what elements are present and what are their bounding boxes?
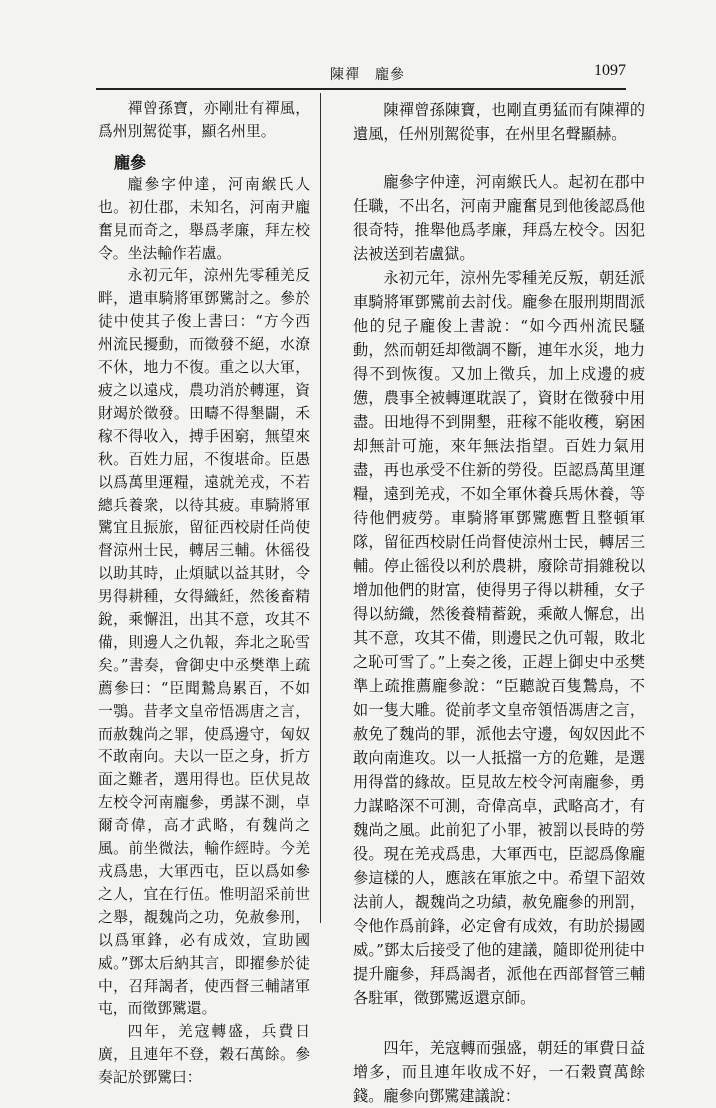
page-number: 1097 <box>594 62 626 79</box>
translation-yongchu-memorial: 永初元年，涼州先零種羌反叛，朝廷派車騎將軍鄧騭前去討伐。龐參在服刑期間派他的兒子龐俊上書說：“如今西州流民騷動，然而朝廷却徵調不斷，連年水災，地力得不到恢復。又加上徵兵，加上戍邊的疲憊，農事全被轉運耽誤了，資財在徵發中用盡。田地得不到開墾，莊稼不能收穫，窮困却無計可施，來年無法指望。百姓力氣用盡，再也承受不住新的勞役。臣認爲萬里運糧，遠到羌戎，不如全軍休養兵馬休養，等待他們疲勞。車騎將軍鄧騭應暫且整頓軍隊，留征西校尉任尚督使涼州士民，轉居三輔。停止徭役以利於農耕，廢除苛捐雜稅以增加他們的財富，使得男子得以耕種，女子得以紡織，然後養精蓄銳，乘敵人懈怠，出其不意，攻其不備，則邊民之仇可報，敗北之恥可雪了。”上奏之後，正趕上御史中丞樊準上疏推薦龐參說：“臣聽說百隻鷙鳥，不如一隻大雕。從前孝文皇帝領悟馮唐之言，赦免了魏尚的罪，派他去守邊，匈奴因此不敢向南進攻。以一人抵擋一方的危難，是選用得當的緣故。臣見故左校令河南龐參，勇力謀略深不可測，奇偉高卓，武略高才，有魏尚之風。此前犯了小罪，被罰以長時的勞役。現在羌戎爲患，大軍西屯，臣認爲像龐參這樣的人，應該在軍旅之中。希望下詔效法前人，覩魏尚之功績，赦免龐參的刑罰，令他作爲前鋒，必定會有成效，有助於揚國威。”鄧太后接受了他的建議，隨即從刑徒中提升龐參，拜爲謁者，派他在西部督管三輔各駐軍，徵鄧騭返還京師。 <box>353 269 645 1007</box>
paragraph-chen-bao: 禪曾孫寶，亦剛壯有禪風，爲州別駕從事，顯名州里。 <box>98 100 310 140</box>
paragraph-pang-can-intro: 龐參字仲達，河南緱氏人也。初仕郡，未知名，河南尹龐奮見而奇之，舉爲孝廉，拜左校令。坐法輸作若盧。 <box>98 175 310 262</box>
section-heading: 龐參 <box>114 152 147 172</box>
paragraph-fourth-year: 四年，羌寇轉盛，兵費日廣，且連年不登，穀石萬餘。參奏記於鄧騭曰： <box>98 1023 310 1087</box>
paragraph-yongchu-memorial: 永初元年，涼州先零種羌反畔，遣車騎將軍鄧騭討之。參於徒中使其子俊上書曰：“方今西州流民擾動，而徵發不絕，水潦不休，地力不復。重之以大軍，疲之以遠戍，農功消於轉運，資財竭於徵發。田疇不得墾闢，禾稼不得收入，搏手困窮，無望來秋。百姓力屈，不復堪命。臣愚以爲萬里運糧，遠就羌戎，不若總兵養衆，以待其疲。車騎將軍騭宜且振旅，留征西校尉任尚使督涼州士民，轉居三輔。休徭役以助其時，止煩賦以益其財，令男得耕種，女得織紝，然後畜精銳，乘懈沮，出其不意，攻其不備，則邊人之仇報，奔北之恥雪矣。”書奏，會御史中丞樊準上疏薦參曰：“臣聞鷙鳥累百，不如一鶚。昔孝文皇帝悟馮唐之言，而赦魏尚之罪，使爲邊守，匈奴不敢南向。夫以一臣之身，折方面之難者，選用得也。臣伏見故左校令河南龐參，勇謀不測，卓爾奇偉，高才武略，有魏尚之風。前坐微法，輸作經時。今羌戎爲患，大軍西屯，臣以爲如參之人，宜在行伍。惟明詔采前世之舉，覩魏尚之功，免赦參刑，以爲軍鋒，必有成效，宣助國威。”鄧太后納其言，即擢參於徒中，召拜謁者，使西督三輔諸軍屯，而徵鄧騭還。 <box>98 267 310 1018</box>
running-title: 陳禪 龐參 <box>330 67 405 83</box>
page-header <box>96 58 626 92</box>
translation-pang-can-intro: 龐參字仲達，河南緱氏人。起初在郡中任職，不出名，河南尹龐奮見到他後認爲他很奇特，推舉他爲孝廉，拜爲左校令。因犯法被送到若盧獄。 <box>353 173 645 263</box>
column-divider <box>320 93 321 923</box>
classical-text-column <box>98 98 310 1090</box>
translation-column <box>353 98 645 1108</box>
translation-fourth-year: 四年，羌寇轉而强盛，朝廷的軍費日益增多，而且連年收成不好，一石穀賣萬餘錢。龐參向鄧騭建議說： <box>353 1039 645 1105</box>
translation-chen-bao: 陳禪曾孫陳寶，也剛直勇猛而有陳禪的遺風，任州別駕從事，在州里名聲顯赫。 <box>353 101 645 143</box>
header-rule <box>96 88 626 90</box>
